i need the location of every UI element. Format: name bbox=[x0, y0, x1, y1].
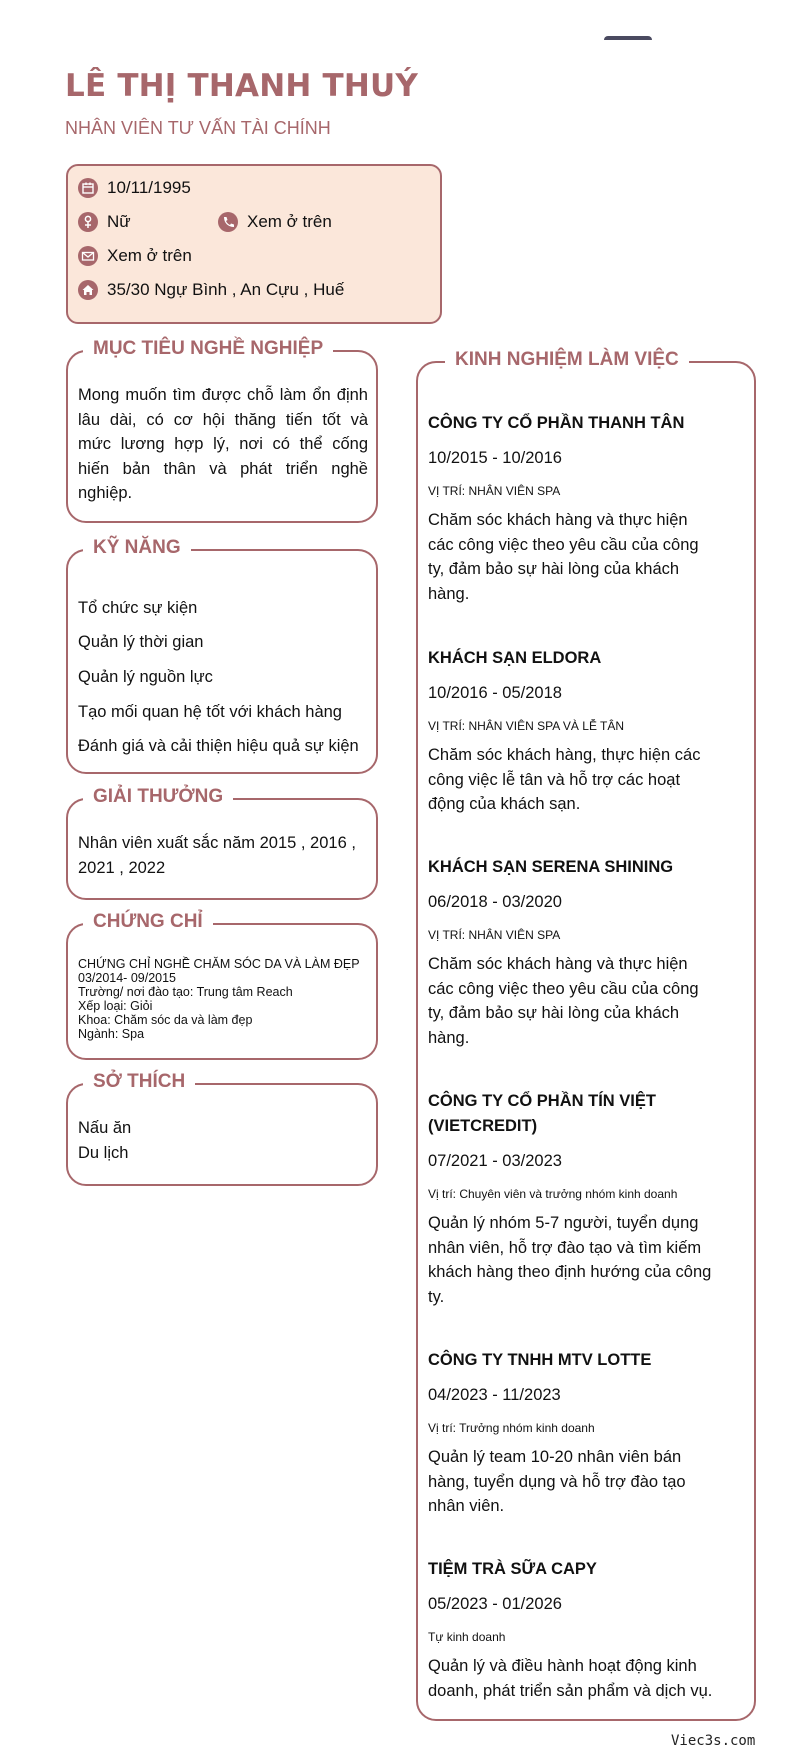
hobby-item: Nấu ăn bbox=[78, 1119, 132, 1137]
experience-item bbox=[428, 1348, 728, 1519]
employment-dates: 07/2021 - 03/2023 bbox=[428, 1152, 562, 1170]
skills-title: KỸ NĂNG bbox=[83, 536, 191, 560]
company-name: TIỆM TRÀ SỮA CAPY bbox=[428, 1560, 597, 1578]
email-text[interactable]: Xem ở trên bbox=[107, 246, 192, 265]
desc-line: công việc lễ tân và hỗ trợ các hoạt bbox=[428, 770, 681, 789]
job-description bbox=[428, 1445, 728, 1519]
phone-text[interactable]: Xem ở trên bbox=[247, 212, 332, 231]
employment-dates: 10/2016 - 05/2018 bbox=[428, 684, 562, 702]
desc-line: các công việc theo yêu cầu của công bbox=[428, 979, 699, 998]
job-description bbox=[428, 1654, 748, 1703]
desc-line: Chăm sóc khách hàng, thực hiện các bbox=[428, 746, 701, 764]
avatar bbox=[604, 36, 652, 40]
desc-line: Quản lý nhóm 5-7 người, tuyển dụng bbox=[428, 1214, 699, 1232]
certificate-line: CHỨNG CHỈ NGHỀ CHĂM SÓC DA VÀ LÀM ĐẸP bbox=[78, 957, 360, 971]
awards-line: Nhân viên xuất sắc năm 2015 , 2016 , bbox=[78, 834, 356, 852]
gender-icon bbox=[78, 212, 98, 232]
desc-line: khách hàng theo định hướng của công bbox=[428, 1263, 712, 1281]
objective-line: Mong muốn tìm được chỗ làm ổn định bbox=[78, 386, 368, 404]
employment-dates: 04/2023 - 11/2023 bbox=[428, 1386, 561, 1404]
position: VỊ TRÍ: NHÂN VIÊN SPA bbox=[428, 484, 561, 498]
company-name: CÔNG TY CỔ PHẦN TÍN VIỆT (VIETCREDIT) bbox=[428, 1092, 656, 1135]
gender-text: Nữ bbox=[107, 212, 131, 231]
employment-dates: 06/2018 - 03/2020 bbox=[428, 893, 562, 911]
objective-title: MỤC TIÊU NGHỀ NGHIỆP bbox=[83, 337, 333, 361]
certificate-line: Khoa: Chăm sóc da và làm đẹp bbox=[78, 1013, 253, 1027]
certificate-line: Trường/ nơi đào tạo: Trung tâm Reach bbox=[78, 985, 293, 999]
objective-panel bbox=[66, 338, 378, 523]
home-icon bbox=[78, 280, 98, 300]
address-text: 35/30 Ngự Bình , An Cựu , Huế bbox=[107, 280, 345, 299]
desc-line: Quản lý và điều hành hoạt động kinh bbox=[428, 1657, 697, 1675]
candidate-name: LÊ THỊ THANH THUÝ bbox=[65, 68, 419, 104]
desc-line: động của khách sạn. bbox=[428, 795, 581, 813]
objective-line: lâu dài, có cơ hội thăng tiến tốt và bbox=[78, 410, 368, 429]
certificate-text bbox=[78, 957, 368, 1041]
desc-line: ty, đảm bảo sự hài lòng của khách bbox=[428, 560, 680, 578]
phone-icon bbox=[218, 212, 238, 232]
email-icon bbox=[78, 246, 98, 266]
experience-panel bbox=[416, 349, 756, 1721]
company-name: KHÁCH SẠN SERENA SHINING bbox=[428, 858, 674, 876]
position: VỊ TRÍ: NHÂN VIÊN SPA bbox=[428, 928, 561, 942]
objective-line: nghiệp. bbox=[78, 484, 133, 502]
skill-item: Quản lý nguồn lực bbox=[78, 668, 213, 686]
awards-panel bbox=[66, 786, 378, 900]
experience-item bbox=[428, 411, 728, 606]
experience-item bbox=[428, 646, 728, 817]
calendar-icon bbox=[78, 178, 98, 198]
skill-item: Tổ chức sự kiện bbox=[78, 599, 198, 617]
job-description bbox=[428, 952, 728, 1050]
awards-line: 2021 , 2022 bbox=[78, 858, 166, 877]
hobby-item: Du lịch bbox=[78, 1143, 129, 1162]
certificate-line: Xếp loại: Giỏi bbox=[78, 999, 153, 1013]
desc-line: doanh, phát triển sản phẩm và dịch vụ. bbox=[428, 1681, 713, 1700]
company-name: CÔNG TY CỔ PHẦN THANH TÂN bbox=[428, 414, 685, 432]
desc-line: các công việc theo yêu cầu của công bbox=[428, 535, 699, 554]
desc-line: nhân viên, hỗ trợ đào tạo và tìm kiếm bbox=[428, 1238, 702, 1257]
skill-item: Đánh giá và cải thiện hiệu quả sự kiện bbox=[78, 737, 359, 755]
experience-item bbox=[428, 1089, 718, 1309]
job-description bbox=[428, 508, 728, 606]
contact-info-box bbox=[66, 164, 442, 324]
awards-title: GIẢI THƯỞNG bbox=[83, 785, 233, 809]
desc-line: hàng. bbox=[428, 1028, 470, 1047]
employment-dates: 10/2015 - 10/2016 bbox=[428, 449, 562, 467]
desc-line: nhân viên. bbox=[428, 1497, 505, 1515]
certificate-line: 03/2014- 09/2015 bbox=[78, 971, 177, 985]
hobbies-title: SỞ THÍCH bbox=[83, 1070, 195, 1094]
skills-panel bbox=[66, 537, 378, 774]
position: VỊ TRÍ: NHÂN VIÊN SPA VÀ LỄ TÂN bbox=[428, 719, 625, 733]
position: Vị trí: Trưởng nhóm kinh doanh bbox=[428, 1421, 595, 1435]
skill-item: Tạo mối quan hệ tốt với khách hàng bbox=[78, 703, 342, 721]
job-title: NHÂN VIÊN TƯ VẤN TÀI CHÍNH bbox=[65, 118, 331, 138]
position: Tự kinh doanh bbox=[428, 1630, 506, 1644]
desc-line: ty, đảm bảo sự hài lòng của khách bbox=[428, 1004, 680, 1022]
company-name: KHÁCH SẠN ELDORA bbox=[428, 649, 602, 667]
certificates-title: CHỨNG CHỈ bbox=[83, 910, 213, 934]
desc-line: ty. bbox=[428, 1287, 445, 1306]
awards-text bbox=[78, 831, 368, 880]
skill-item: Quản lý thời gian bbox=[78, 633, 204, 651]
desc-line: hàng, tuyển dụng và hỗ trợ đào tạo bbox=[428, 1472, 686, 1491]
objective-line: mức lương hợp lý, nơi có thể cống bbox=[78, 435, 368, 453]
position: Vị trí: Chuyên viên và trưởng nhóm kinh doanh bbox=[428, 1187, 678, 1201]
job-description bbox=[428, 743, 728, 817]
job-description bbox=[428, 1211, 718, 1309]
certificate-line: Ngành: Spa bbox=[78, 1027, 145, 1041]
desc-line: hàng. bbox=[428, 584, 470, 603]
company-name: CÔNG TY TNHH MTV LOTTE bbox=[428, 1351, 652, 1369]
hobbies-list bbox=[78, 1116, 368, 1165]
desc-line: Chăm sóc khách hàng và thực hiện bbox=[428, 955, 688, 973]
desc-line: Quản lý team 10-20 nhân viên bán bbox=[428, 1448, 682, 1466]
certificates-panel bbox=[66, 911, 378, 1060]
employment-dates: 05/2023 - 01/2026 bbox=[428, 1595, 562, 1613]
hobbies-panel bbox=[66, 1071, 378, 1186]
objective-line: hiến bản thân và phát triển nghề bbox=[78, 459, 368, 478]
experience-title: KINH NGHIỆM LÀM VIỆC bbox=[445, 348, 689, 372]
experience-item bbox=[428, 1557, 748, 1703]
birthday-text: 10/11/1995 bbox=[107, 178, 191, 197]
objective-text bbox=[78, 383, 368, 506]
experience-item bbox=[428, 855, 728, 1050]
watermark: Viec3s.com bbox=[671, 1733, 756, 1749]
desc-line: Chăm sóc khách hàng và thực hiện bbox=[428, 511, 688, 529]
